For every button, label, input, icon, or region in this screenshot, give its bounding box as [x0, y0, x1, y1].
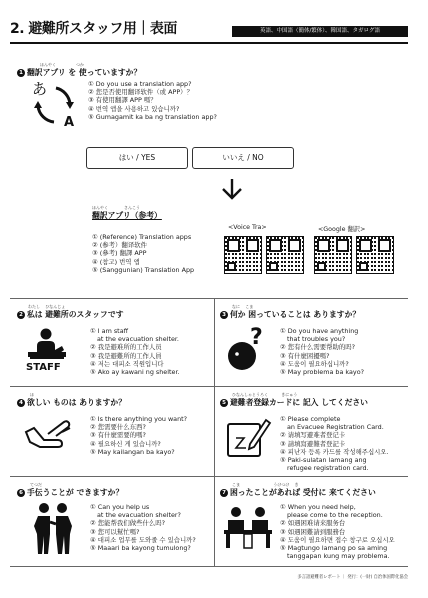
staff-title — [17, 309, 124, 320]
troubles-line: ② 您有什么需要帮助的吗? — [280, 343, 356, 352]
grid-divider — [10, 386, 408, 387]
troubles-line: ③ 有什麼困擾嗎? — [280, 351, 330, 360]
want-title — [17, 397, 126, 408]
google-translate-qr-code-android[interactable] — [356, 236, 394, 274]
register-number: 5 — [220, 399, 228, 407]
q1-line: ③ 有使用翻譯 APP 嗎？ — [88, 96, 157, 105]
troubles-ruby: なに こま — [232, 304, 254, 309]
app-line: ① (Reference) Translation apps — [92, 233, 192, 241]
want-ruby: ほ — [30, 392, 34, 397]
header-rule — [10, 42, 408, 44]
troubles-line: that troubles you? — [287, 335, 346, 344]
reception-title — [220, 487, 376, 498]
staff-title-text: 私は 避難所のスタッフです — [27, 310, 124, 319]
q1-ruby: ほんやく つか — [40, 62, 84, 67]
want-translations — [90, 415, 187, 456]
help-translations — [90, 503, 196, 552]
voicetra-label: <Voice Tra> — [228, 224, 267, 231]
google-translate-label: <Google 翻訳> — [318, 226, 366, 233]
q1-line: ⑤ Gumagamit ka ba ng translation app? — [88, 112, 217, 121]
staff-line: ③ 我是避難所的工作人員 — [90, 351, 162, 360]
down-arrow-icon — [221, 178, 243, 200]
help-line: ⑤ Maaari ba kayong tumulong? — [90, 544, 191, 553]
latin-a-icon: A — [64, 115, 75, 128]
troubles-title-text: 何か 困っていることは ありますか？ — [230, 310, 361, 319]
register-title — [220, 397, 368, 408]
troubles-translations — [280, 327, 364, 376]
help-title — [17, 487, 123, 498]
troubles-title — [220, 309, 360, 320]
q1-title — [17, 67, 141, 78]
troubles-line: ① Do you have anything — [280, 327, 359, 335]
reception-line: tanggapan kung may problema. — [287, 552, 390, 561]
app-title: 翻訳アプリ（参考） — [92, 211, 162, 220]
reception-line: ④ 도움이 필요하면 접수 창구로 오십시오 — [280, 535, 395, 544]
want-line: ③ 有什麼需要的嗎? — [90, 431, 146, 440]
voicetra-qr-code-ios[interactable] — [224, 236, 262, 274]
svg-text:?: ? — [250, 325, 263, 350]
q1-line: ④ 번역 앱을 사용하고 있습니까? — [88, 104, 180, 113]
page-title: 2. 避難所スタッフ用｜表面 — [10, 21, 177, 37]
troubles-number: 3 — [220, 311, 228, 319]
staff-line: ⑤ Ako ay kawani ng shelter. — [90, 368, 180, 377]
helping-people-icon — [28, 502, 78, 556]
grid-divider-vertical — [214, 298, 215, 566]
reception-line: ⑤ Magtungo lamang po sa aming — [280, 544, 388, 553]
reception-line: ② 如遇困难请来服务台 — [280, 519, 346, 528]
q1-translations — [88, 80, 217, 121]
reception-number: 7 — [220, 489, 228, 497]
staff-line: ① I am staff — [90, 327, 129, 335]
q1-line: ① Do you use a translation app? — [88, 80, 192, 88]
register-line: an Evacuee Registration Card. — [287, 423, 384, 432]
app-ruby: ほんやく さんこう — [92, 205, 140, 210]
reception-line: ① When you need help, — [280, 503, 356, 511]
reception-title-text: 困ったことがあれば 受付に 来てください — [230, 488, 376, 497]
question-head-icon — [224, 324, 274, 374]
staff-translations — [90, 327, 180, 376]
app-line: ② (参考）翻译软件 — [92, 241, 147, 250]
app-line: ④ (참고) 번역 앱 — [92, 257, 140, 266]
want-number: 4 — [17, 399, 25, 407]
footer-credit: 多言語避難者レポート ｜ 発行：(一財) 自治体国際化協会 — [297, 575, 408, 580]
q1-title-text: 翻訳アプリ を 使っていますか？ — [27, 68, 142, 77]
help-line: ③ 您可以幫忙嗎? — [90, 527, 140, 536]
staff-line: ④ 저는 대피소 직원입니다 — [90, 359, 164, 368]
register-line: ② 请填写避难者登记卡 — [280, 431, 346, 440]
register-line: refugee registration card. — [287, 464, 369, 473]
help-number: 6 — [17, 489, 25, 497]
register-line: ④ 피난자 등록 카드를 작성해주십시오. — [280, 447, 389, 456]
app-line: ⑤ (Sanggunian) Translation App — [92, 265, 195, 274]
reception-desk-icon — [222, 506, 274, 550]
register-line: ① Please complete — [280, 415, 341, 423]
help-line: ② 您能帮我们做些什么吗? — [90, 519, 166, 528]
staff-line: ② 我是避难所的工作人员 — [90, 343, 162, 352]
staff-icon — [22, 326, 72, 372]
help-title-text: 手伝うことが できますか？ — [27, 488, 124, 497]
app-line: ③ (參考) 翻譯 APP — [92, 249, 147, 258]
yes-button[interactable]: はい / YES — [86, 147, 188, 169]
reception-translations — [280, 503, 395, 560]
register-line: ③ 請填寫避難者登記卡 — [280, 439, 346, 448]
help-line: at the evacuation shelter? — [97, 511, 181, 520]
want-line: ① Is there anything you want? — [90, 415, 188, 423]
troubles-line: ④ 도움이 필요하십니까? — [280, 359, 349, 368]
q1-line: ② 您是否使用翻译软件（或 APP）？ — [88, 88, 193, 97]
app-translations — [92, 233, 194, 274]
grid-divider — [10, 298, 408, 299]
help-ruby: てつだ — [30, 482, 42, 487]
reception-line: please come to the reception. — [287, 511, 383, 520]
register-translations — [280, 415, 389, 472]
hiragana-a-icon: あ — [32, 80, 48, 98]
staff-ruby: わたし ひなんじょ — [28, 304, 66, 309]
reception-line: ③ 如遇困難請到服務台 — [280, 527, 346, 536]
no-button[interactable]: いいえ / NO — [192, 147, 294, 169]
want-title-text: 欲しい ものは ありますか？ — [27, 398, 126, 407]
register-ruby: ひなんしゃとうろく きにゅう — [232, 392, 298, 397]
language-bar: 英語、中国語（簡体/繁体）、韓国語、タガログ語 — [232, 26, 408, 37]
want-line: ⑤ May kailangan ba kayo? — [90, 447, 175, 456]
staff-sign-label: STAFF — [26, 362, 61, 372]
write-form-icon — [226, 414, 272, 460]
grid-divider — [10, 566, 408, 567]
staff-line: at the evacuation shelter. — [97, 335, 179, 344]
register-line: ⑤ Paki-sulatan lamang ang — [280, 456, 367, 465]
open-hands-icon — [24, 414, 74, 454]
voicetra-qr-code-android[interactable] — [266, 236, 304, 274]
want-line: ② 您需要什么东西? — [90, 423, 146, 432]
register-title-text: 避難者登録カードに 記入 してください — [230, 398, 368, 407]
grid-divider — [10, 476, 408, 477]
want-line: ④ 필요하신 게 있습니까? — [90, 439, 161, 448]
google-translate-qr-code-ios[interactable] — [314, 236, 352, 274]
staff-number: 2 — [17, 311, 25, 319]
reception-ruby: こま うけつけ き — [232, 482, 299, 487]
q1-number: 1 — [17, 69, 25, 77]
troubles-line: ⑤ May problema ba kayo? — [280, 368, 364, 377]
translation-icon — [30, 80, 82, 128]
help-line: ④ 대피소 업무를 도와줄 수 있습니까? — [90, 535, 196, 544]
help-line: ① Can you help us — [90, 503, 150, 511]
